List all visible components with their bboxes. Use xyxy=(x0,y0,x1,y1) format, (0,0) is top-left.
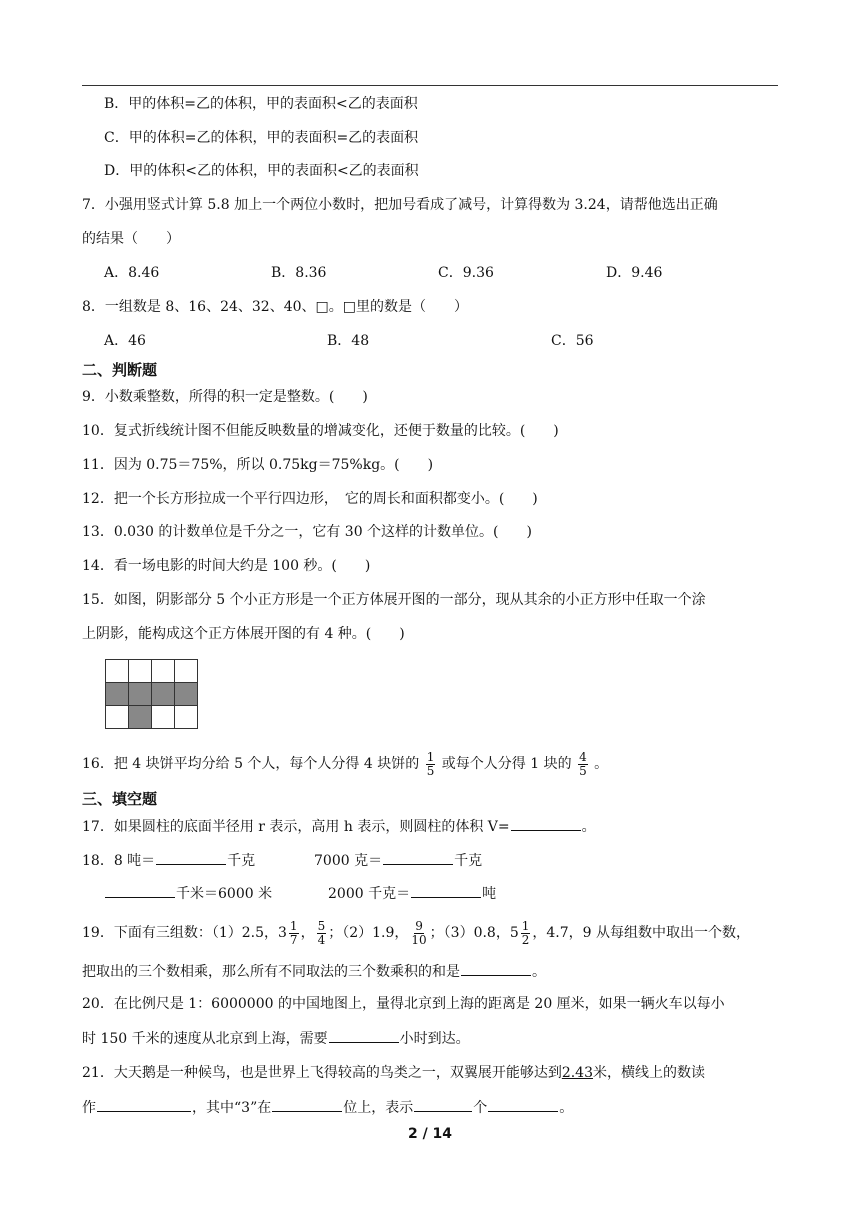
q18-row1-left xyxy=(82,850,255,871)
q16-fraction-2-num: 4 xyxy=(579,749,587,764)
q19-mixed-2-int: 5 xyxy=(509,925,519,941)
q18-blank-a[interactable] xyxy=(156,850,226,865)
q18-text-c2: 千米＝6000 米 xyxy=(176,886,273,902)
grid-cell-shaded xyxy=(129,683,152,706)
q19-text-d: ，4.7，9 从每组数中取出一个数， xyxy=(532,925,751,941)
q18-blank-d[interactable] xyxy=(411,883,481,898)
grid-cell-shaded xyxy=(129,706,152,729)
q9-text: 9．小数乘整数，所得的积一定是整数。( ) xyxy=(82,389,368,405)
q6-option-c: C．甲的体积=乙的体积，甲的表面积=乙的表面积 xyxy=(104,130,419,146)
q19-mixed-2-den: 2 xyxy=(521,932,530,947)
q19-text-a: 19．下面有三组数：（1）2.5， xyxy=(82,925,278,941)
q19-fraction-2 xyxy=(410,920,427,947)
q8-option-c: C．56 xyxy=(551,333,594,349)
q21-text-line2b: ，其中“3”在 xyxy=(192,1100,272,1116)
q21-text-line1b: 米，横线上的数读 xyxy=(592,1065,705,1081)
q19-mixed-1-num: 1 xyxy=(289,918,298,933)
q17-answer-blank[interactable] xyxy=(511,816,581,831)
q11-text: 11．因为 0.75＝75%，所以 0.75kg＝75%kg。( ) xyxy=(82,457,434,473)
q15-text-line1: 15．如图，阴影部分 5 个小正方形是一个正方体展开图的一部分，现从其余的小正方形中任取一个涂 xyxy=(82,592,706,608)
q19-text-b: ；（2）1.9， xyxy=(328,925,409,941)
q19-fraction-1-num: 5 xyxy=(317,918,326,933)
q21-blank-unit[interactable] xyxy=(488,1097,558,1112)
q16-fraction-2 xyxy=(578,751,588,778)
q18-text-d2: 吨 xyxy=(482,886,497,902)
q20-answer-blank[interactable] xyxy=(329,1028,399,1043)
grid-cell-empty xyxy=(106,660,129,683)
q18-text-d1: 2000 千克＝ xyxy=(328,886,411,902)
q19-mixed-2-num: 1 xyxy=(521,918,530,933)
grid-cell-empty xyxy=(152,706,175,729)
grid-cell-empty xyxy=(175,706,198,729)
q7-option-a: A．8.46 xyxy=(104,265,160,281)
q19-text-line1: 19．下面有三组数：（1）2.5，3 $\frac{1}{7}$ ， $\frac{5}{4}$ ；（2）1.9， $\frac{9}{10}$ ；（3）0.8，5 $\frac{1}{2}$ ，4.7，9 从每组数中取出一个数， xyxy=(82,918,751,947)
q19-text-line2a: 把取出的三个数相乘，那么所有不同取法的三个数乘积的和是 xyxy=(82,964,460,980)
q7-option-c: C．9.36 xyxy=(438,265,494,281)
q18-row1-right xyxy=(314,850,482,871)
q15-text-line2: 上阴影，能构成这个正方体展开图的有 4 种。( ) xyxy=(82,626,405,642)
q20-text-line2a: 时 150 千米的速度从北京到上海，需要 xyxy=(82,1031,328,1047)
q21-text-line1a: 21．大天鹅是一种候鸟，也是世界上飞得较高的鸟类之一，双翼展开能够达到 xyxy=(82,1065,562,1081)
grid-cell-empty xyxy=(175,660,198,683)
grid-cell-shaded xyxy=(175,683,198,706)
q19-text-c: ；（3）0.8， xyxy=(429,925,510,941)
q19-fraction-2-den: 10 xyxy=(411,932,427,947)
grid-cell-shaded xyxy=(152,683,175,706)
q18-row2-left xyxy=(104,883,272,904)
page-number: 2 / 14 xyxy=(407,1126,453,1142)
q16-fraction-1-den: 5 xyxy=(426,763,435,778)
cube-net-grid xyxy=(105,659,198,729)
q19-fraction-1-den: 4 xyxy=(317,932,326,947)
q20-text-line2 xyxy=(82,1028,470,1049)
q6-option-d: D．甲的体积<乙的体积，甲的表面积<乙的表面积 xyxy=(104,163,419,179)
q19-text-line2b: 。 xyxy=(532,964,546,980)
q18-text-a2: 千克 xyxy=(227,853,256,869)
q20-text-line1: 20．在比例尺是 1：6000000 的中国地图上，量得北京到上海的距离是 20 厘米，如果一辆火车以每小 xyxy=(82,996,725,1012)
section-heading-fill-in: 三、填空题 xyxy=(82,790,158,808)
q21-underlined-number: 2.43 xyxy=(561,1065,593,1081)
q21-text-line2 xyxy=(82,1097,573,1118)
q16-fraction-1-num: 1 xyxy=(426,749,435,764)
q19-fraction-2-num: 9 xyxy=(415,918,423,933)
q21-text-line2c: 位上，表示 xyxy=(343,1100,414,1116)
grid-cell-shaded xyxy=(106,683,129,706)
q18-row2-right xyxy=(328,883,496,904)
q12-text: 12．把一个长方形拉成一个平行四边形， 它的周长和面积都变小。( ) xyxy=(82,491,538,507)
q18-blank-b[interactable] xyxy=(383,850,453,865)
q18-text-b1: 7000 克＝ xyxy=(314,853,383,869)
header-rule xyxy=(82,85,778,86)
q6-option-b: B．甲的体积=乙的体积，甲的表面积<乙的表面积 xyxy=(104,96,418,112)
q7-text-line2: 的结果（ ） xyxy=(82,231,180,247)
q19-mixed-1-int: 3 xyxy=(278,925,287,941)
section-heading-judgement: 二、判断题 xyxy=(82,361,158,379)
q16-fraction-2-den: 5 xyxy=(579,763,587,778)
q7-text-line1: 7．小强用竖式计算 5.8 加上一个两位小数时，把加号看成了减号，计算得数为 3.24，请帮他选出正确 xyxy=(82,197,718,213)
q8-text: 8．一组数是 8、16、24、32、40、□。□里的数是（ ） xyxy=(82,299,468,315)
q21-blank-reading[interactable] xyxy=(97,1097,191,1112)
q16-fraction-1 xyxy=(426,751,436,778)
q19-mixed-2-frac xyxy=(521,920,531,947)
q16-text-a: 16．把 4 块饼平均分给 5 个人，每个人分得 4 块饼的 xyxy=(82,756,420,772)
q8-option-a: A．46 xyxy=(104,333,146,349)
q21-text-line2a: 作 xyxy=(82,1100,96,1116)
q21-blank-count[interactable] xyxy=(414,1097,472,1112)
q10-text: 10．复式折线统计图不但能反映数量的增减变化，还便于数量的比较。( ) xyxy=(82,423,559,439)
q17-text xyxy=(82,816,596,837)
q18-text-b2: 千克 xyxy=(454,853,483,869)
q21-text-line2d: 个 xyxy=(473,1100,488,1116)
q8-option-b: B．48 xyxy=(327,333,370,349)
q7-option-b: B．8.36 xyxy=(271,265,327,281)
q16-text-c: 。 xyxy=(594,756,609,772)
q21-blank-place[interactable] xyxy=(272,1097,342,1112)
q20-text-line2b: 小时到达。 xyxy=(399,1031,470,1047)
q19-answer-blank[interactable] xyxy=(461,961,531,976)
q16-text-b: 或每个人分得 1 块的 xyxy=(441,756,572,772)
q21-text-line1 xyxy=(82,1063,705,1083)
grid-cell-empty xyxy=(106,706,129,729)
grid-cell-empty xyxy=(129,660,152,683)
q16-text xyxy=(82,750,608,778)
q17-text-a: 17．如果圆柱的底面半径用 r 表示，高用 h 表示，则圆柱的体积 V= xyxy=(82,819,510,835)
q19-mixed-1-frac xyxy=(289,920,299,947)
q14-text: 14．看一场电影的时间大约是 100 秒。( ) xyxy=(82,558,371,574)
q17-text-b: 。 xyxy=(581,819,596,835)
q13-text: 13．0.030 的计数单位是千分之一，它有 30 个这样的计数单位。( ) xyxy=(82,524,532,540)
q19-fraction-1 xyxy=(317,920,327,947)
q19-text-line2 xyxy=(82,961,546,982)
q18-blank-c[interactable] xyxy=(105,883,175,898)
q18-text-a1: 18．8 吨＝ xyxy=(82,853,156,869)
grid-cell-empty xyxy=(152,660,175,683)
q7-option-d: D．9.46 xyxy=(606,265,663,281)
q21-text-line2e: 。 xyxy=(559,1100,574,1116)
q19-mixed-1-den: 7 xyxy=(289,932,298,947)
